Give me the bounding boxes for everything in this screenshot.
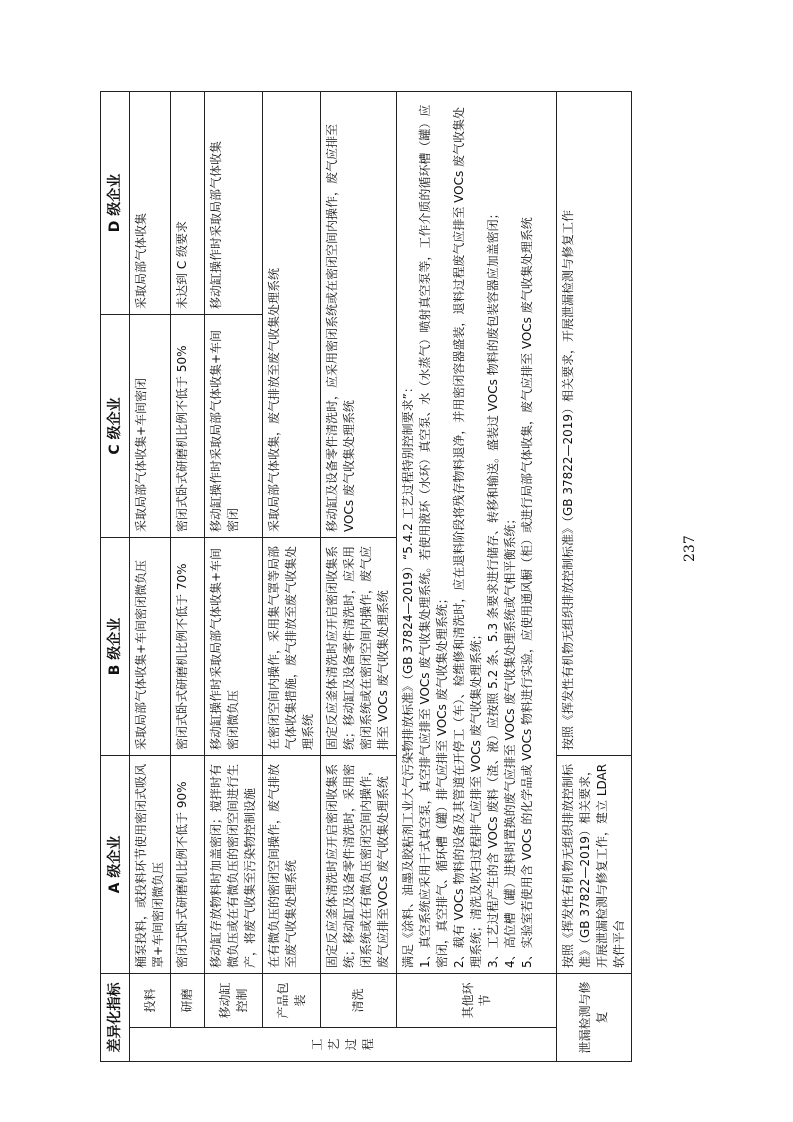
other-line: 4、高位槽（罐）进料时置换的废气应排至 VOCs 废气收集处理系统或气相平衡系统； (503, 512, 517, 968)
cell-d: 未达到 C 级要求 (171, 92, 205, 315)
header-d-level: D 级企业 (101, 92, 130, 315)
cell-a: 按照《挥发性有机物无组织排放控制标准》（GB 37822—2019）相关要求，开展泄漏检测与修复工作，建立 LDAR 软件平台 (557, 756, 632, 974)
process-label: 投料 (130, 974, 171, 1028)
table-row (263, 92, 321, 1062)
leak-detection-label: 泄漏检测与修复 (557, 974, 632, 1062)
page-number: 237 (682, 535, 698, 562)
table-row (397, 92, 557, 1062)
cell-c: 密闭式卧式研磨机比例不低于 50% (171, 315, 205, 538)
process-label: 研磨 (171, 974, 205, 1028)
table-row (321, 92, 397, 1062)
cell-a: 在有微负压的密闭空间操作，废气排放至废气收集处理系统 (263, 756, 321, 974)
header-c-level: C 级企业 (101, 315, 130, 538)
cell-other-requirements (397, 92, 557, 974)
process-label: 清洗 (321, 974, 397, 1028)
process-label: 移动缸控制 (205, 974, 263, 1028)
table-row (557, 92, 632, 1062)
cell-cd: 移动缸及设备零件清洗时，应采用密闭系统或在密闭空间内操作，废气应排至 VOCs 废气收集处理系统 (321, 92, 397, 538)
table-header-row (101, 92, 130, 1062)
cell-cd: 采取局部气体收集，废气排放至废气收集处理系统 (263, 92, 321, 538)
cell-a: 移动缸存放物料时加盖密闭；搅拌时有微负压或在有微负压的密闭空间进行生产，将废气收集至污染物控制设施 (205, 756, 263, 974)
rotated-table-container (100, 92, 700, 1062)
other-line: 2、载有 VOCs 物料的设备及其管道在开停工（车）、检维修和清洗时，应在退料阶段将残存物料退净，并用密闭容器盛装，退料过程废气应排至 VOCs 废气收集处理系统；清洗及吹扫过程排气应排至 VOCs 废气收集处理系统； (452, 106, 483, 968)
cell-b: 固定反应釜体清洗时应开启密闭收集系统；移动缸及设备零件清洗时，应采用密闭系统或在密闭空间内操作，废气应排至 VOCs 废气收集处理系统 (321, 538, 397, 756)
cell-bcd: 按照《挥发性有机物无组织排放控制标准》（GB 37822—2019）相关要求，开展泄漏检测与修复工作 (557, 92, 632, 756)
cell-c: 采取局部气体收集+车间密闭 (130, 315, 171, 538)
other-line: 5、实验室若使用含 VOCs 的化学品或 VOCs 物料进行实验，应使用通风橱（柜）或进行局部气体收集，废气应排至 VOCs 废气收集处理系统 (520, 217, 534, 968)
header-a-level: A 级企业 (101, 756, 130, 974)
group-process-label: 工艺过程 (130, 1028, 557, 1062)
cell-b: 移动缸操作时采取局部气体收集+车间密闭微负压 (205, 538, 263, 756)
differentiation-table (100, 91, 632, 1062)
cell-c: 移动缸操作时采取局部气体收集+车间密闭 (205, 315, 263, 538)
table-row (130, 92, 171, 1062)
cell-b: 密闭式卧式研磨机比例不低于 70% (171, 538, 205, 756)
cell-d: 采取局部气体收集 (130, 92, 171, 315)
table-row (205, 92, 263, 1062)
cell-a: 固定反应釜体清洗时应开启密闭收集系统；移动缸及设备零件清洗时，采用密闭系统或在有微负压密闭空间内操作，废气应排至VOCs 废气收集处理系统 (321, 756, 397, 974)
header-indicator: 差异化指标 (101, 974, 130, 1062)
process-label: 其他环节 (397, 974, 557, 1028)
table-row (171, 92, 205, 1062)
cell-a: 密闭式卧式研磨机比例不低于 90% (171, 756, 205, 974)
cell-b: 在密闭空间内操作，采用集气罩等局部气体收集措施，废气排放至废气收集处理系统 (263, 538, 321, 756)
cell-a: 桶泵投料，或投料环节使用密闭式吸风罩+车间密闭微负压 (130, 756, 171, 974)
other-line: 1、真空系统应采用干式真空泵，真空排气应排至 VOCs 废气收集处理系统。若使用液环（水环）真空泵、水（水蒸气）喷射真空泵等，工作介质的循环槽（罐）应密闭，真空排气、循环槽（罐）排气应排至 VOCs 废气收集处理系统； (418, 104, 449, 968)
other-line: 3、工艺过程产生的含 VOCs 废料（渣、液）应按照 5.2 条、5.3 条要求进行储存、转移和输送。盛装过 VOCs 物料的废包装容器应加盖密闭； (486, 207, 500, 968)
process-label: 产品包装 (263, 974, 321, 1028)
cell-b: 采取局部气体收集+车间密闭微负压 (130, 538, 171, 756)
cell-d: 移动缸操作时采取局部气体收集 (205, 92, 263, 315)
other-line: 满足《涂料、油墨及胶粘剂工业大气污染物排放标准》（GB 37824—2019）“5.4.2 工艺过程特别控制要求”： (401, 381, 415, 968)
header-b-level: B 级企业 (101, 538, 130, 756)
